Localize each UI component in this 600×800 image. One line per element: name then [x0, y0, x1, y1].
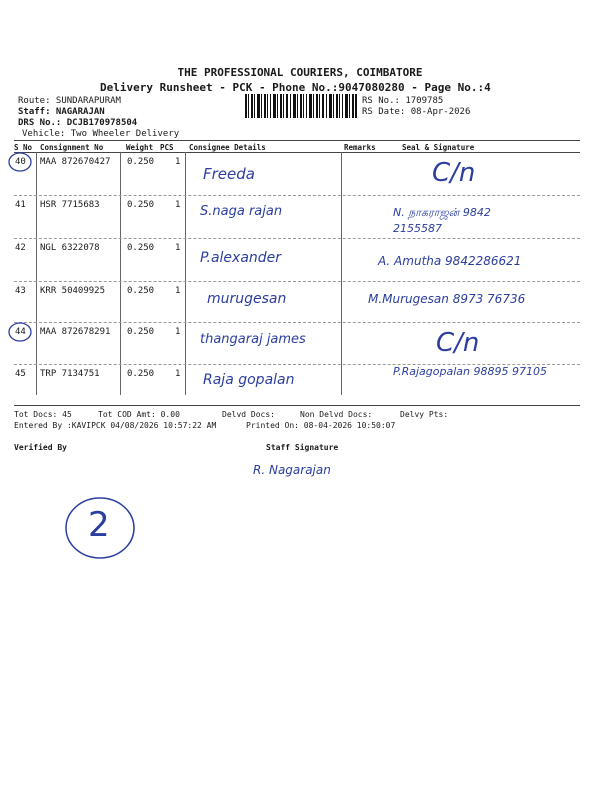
staff-signature-label: Staff Signature	[266, 443, 339, 452]
col-pcs: PCS	[160, 143, 174, 152]
tot-docs: Tot Docs: 45	[14, 410, 72, 419]
col-weight: Weight	[126, 143, 154, 152]
row-sno: 40	[15, 157, 26, 167]
row-signature-handwritten: C/n	[436, 328, 480, 358]
circled-number: 2	[88, 505, 110, 545]
row-weight: 0.250	[127, 200, 155, 210]
row-consignment: NGL 6322078	[40, 243, 100, 253]
table-top-rule	[14, 140, 580, 141]
printed-on: Printed On: 08-04-2026 10:50:07	[246, 421, 396, 430]
delvd-docs: Delvd Docs:	[222, 410, 275, 419]
table-header-rule	[14, 152, 580, 153]
col-divider	[36, 152, 37, 395]
row-consignee-handwritten: murugesan	[207, 291, 287, 307]
circle-mark-44	[7, 321, 33, 343]
row-consignment: HSR 7715683	[40, 200, 100, 210]
tot-cod-amt: Tot COD Amt: 0.00	[98, 410, 180, 419]
col-seal: Seal & Signature	[402, 143, 475, 152]
col-consignee: Consignee Details	[189, 143, 266, 152]
row-signature-handwritten: C/n	[432, 158, 476, 188]
drs-label: DRS No.: DCJB170978504	[18, 118, 138, 128]
row-pcs: 1	[175, 243, 181, 253]
non-delvd-docs: Non Delvd Docs:	[300, 410, 373, 419]
row-consignee-handwritten: Raja gopalan	[203, 372, 295, 388]
row-pcs: 1	[175, 157, 181, 167]
barcode	[245, 94, 357, 118]
row-pcs: 1	[175, 369, 181, 379]
delvy-pts: Delvy Pts:	[400, 410, 449, 419]
row-weight: 0.250	[127, 369, 155, 379]
row-sno: 41	[15, 200, 26, 210]
company-title: THE PROFESSIONAL COURIERS, COIMBATORE	[177, 66, 423, 79]
col-consignment: Consignment No	[40, 143, 104, 152]
staff-label: Staff: NAGARAJAN	[18, 107, 105, 117]
row-divider	[14, 281, 580, 282]
row-sno: 43	[15, 286, 26, 296]
row-pcs: 1	[175, 286, 181, 296]
circle-mark-40	[7, 151, 33, 173]
row-pcs: 1	[175, 327, 181, 337]
row-consignee-handwritten: Freeda	[203, 165, 255, 183]
col-divider	[341, 152, 342, 395]
verified-by-label: Verified By	[14, 443, 67, 452]
row-divider	[14, 322, 580, 323]
row-weight: 0.250	[127, 327, 155, 337]
row-consignee-handwritten: P.alexander	[200, 250, 282, 266]
footer-rule	[14, 405, 580, 406]
row-consignment: MAA 872678291	[40, 327, 111, 337]
runsheet-subtitle	[100, 81, 491, 94]
row-sno: 44	[15, 327, 26, 337]
row-consignment: TRP 7134751	[40, 369, 100, 379]
runsheet-subtitle-text: Delivery Runsheet - PCK - Phone No.:9047080280 - Page No.:4	[100, 81, 491, 94]
row-weight: 0.250	[127, 243, 155, 253]
col-remarks: Remarks	[344, 143, 376, 152]
row-sno: 42	[15, 243, 26, 253]
row-consignee-handwritten: thangaraj james	[200, 332, 306, 347]
rs-no-label: RS No.: 1709785	[362, 96, 444, 106]
row-sno: 45	[15, 369, 26, 379]
row-signature-handwritten: A. Amutha 9842286621	[378, 254, 522, 268]
col-divider	[120, 152, 121, 395]
row-signature-handwritten: M.Murugesan 8973 76736	[368, 292, 526, 306]
staff-handwritten-signature: R. Nagarajan	[253, 463, 331, 477]
row-consignee-handwritten: S.naga rajan	[200, 204, 283, 219]
row-divider	[14, 195, 580, 196]
col-sno: S No	[14, 143, 33, 152]
row-consignment: KRR 50409925	[40, 286, 106, 296]
route-label: Route: SUNDARAPURAM	[18, 96, 121, 106]
row-divider	[14, 238, 580, 239]
row-signature-handwritten: N. நாகராஜன் 9842 2155587	[393, 206, 491, 235]
row-weight: 0.250	[127, 157, 155, 167]
row-weight: 0.250	[127, 286, 155, 296]
vehicle-label: Vehicle: Two Wheeler Delivery	[22, 129, 180, 139]
rs-date-label: RS Date: 08-Apr-2026	[362, 107, 471, 117]
row-consignment: MAA 872670427	[40, 157, 111, 167]
row-signature-handwritten: P.Rajagopalan 98895 97105	[393, 365, 547, 378]
col-divider	[185, 152, 186, 395]
entered-by: Entered By :KAVIPCK 04/08/2026 10:57:22 AM	[14, 421, 217, 430]
row-pcs: 1	[175, 200, 181, 210]
